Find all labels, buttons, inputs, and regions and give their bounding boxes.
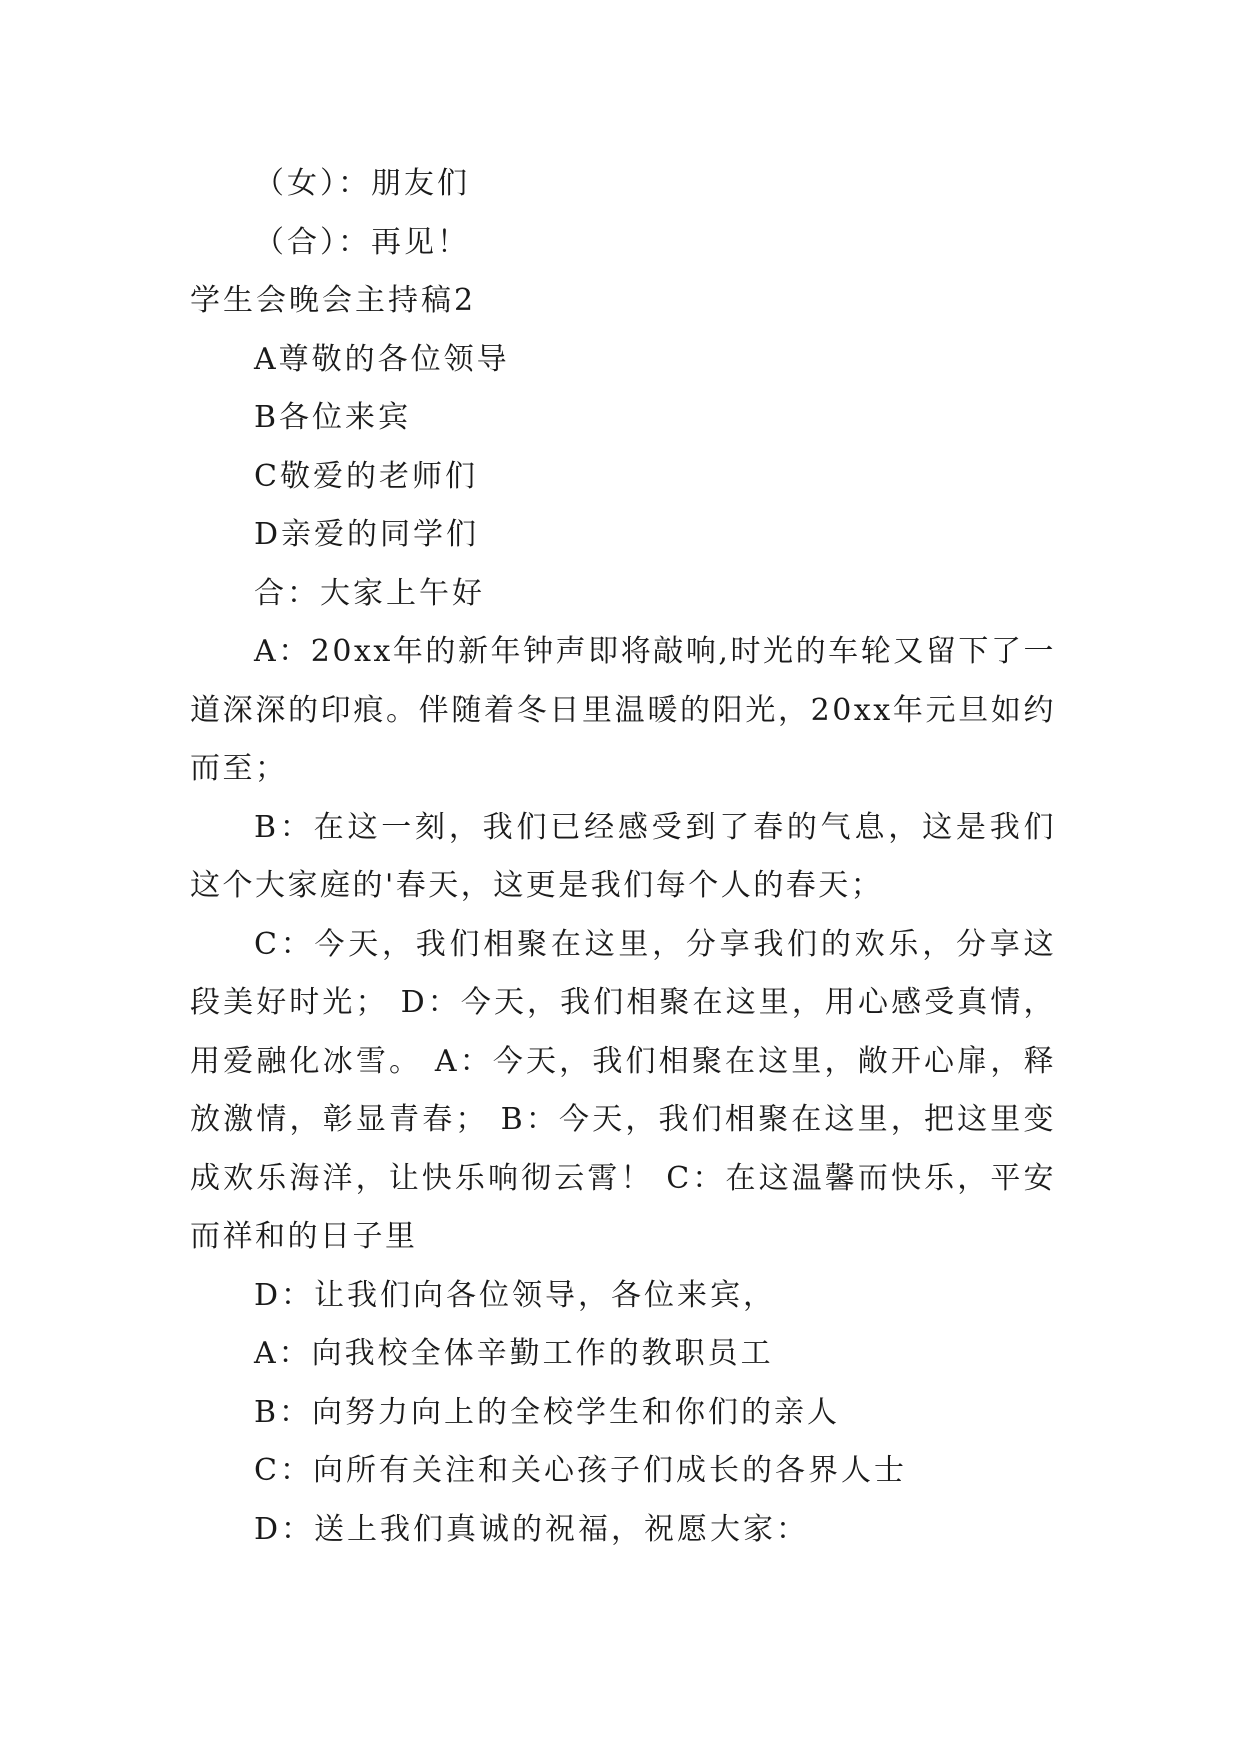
paragraph-b-spring: B：在这一刻，我们已经感受到了春的气息，这是我们这个大家庭的'春天，这更是我们每个人的春天； [190, 809, 1056, 903]
greeting-together: 合：大家上午好 [254, 575, 485, 611]
closing-line-c: C：向所有关注和关心孩子们成长的各界人士 [254, 1453, 907, 1488]
paragraph-c-gathering: C：今天，我们相聚在这里，分享我们的欢乐，分享这段美好时光； D：今天，我们相聚在这里，用心感受真情，用爱融化冰雪。 A：今天，我们相聚在这里，敞开心扉，释放激情，彰显青春； B：今天，我们相聚在这里，把这里变成欢乐海洋，让快乐响彻云霄！ C：在这温馨而快乐，平安而祥和的日子里 [190, 926, 1056, 1254]
closing-line-d: D：让我们向各位领导，各位来宾， [254, 1277, 777, 1313]
greeting-a: A尊敬的各位领导 [254, 341, 510, 377]
section-title: 学生会晚会主持稿2 [190, 283, 477, 318]
paragraph-a-new-year: A：20xx年的新年钟声即将敲响,时光的车轮又留下了一道深深的印痕。伴随着冬日里温暖的阳光，20xx年元旦如约而至； [190, 634, 1056, 786]
closing-line-a: A：向我校全体辛勤工作的教职员工 [254, 1336, 774, 1371]
closing-line-b: B：向努力向上的全校学生和你们的亲人 [254, 1394, 841, 1430]
greeting-b: B各位来宾 [254, 400, 412, 435]
document-body [190, 155, 1056, 1559]
host-together-line: （合）：再见！ [254, 224, 470, 260]
closing-line-d-blessing: D：送上我们真诚的祝福，祝愿大家： [254, 1511, 810, 1547]
greeting-d: D亲爱的同学们 [254, 517, 480, 552]
greeting-c: C敬爱的老师们 [254, 458, 478, 494]
host-female-line: （女）：朋友们 [254, 166, 470, 201]
